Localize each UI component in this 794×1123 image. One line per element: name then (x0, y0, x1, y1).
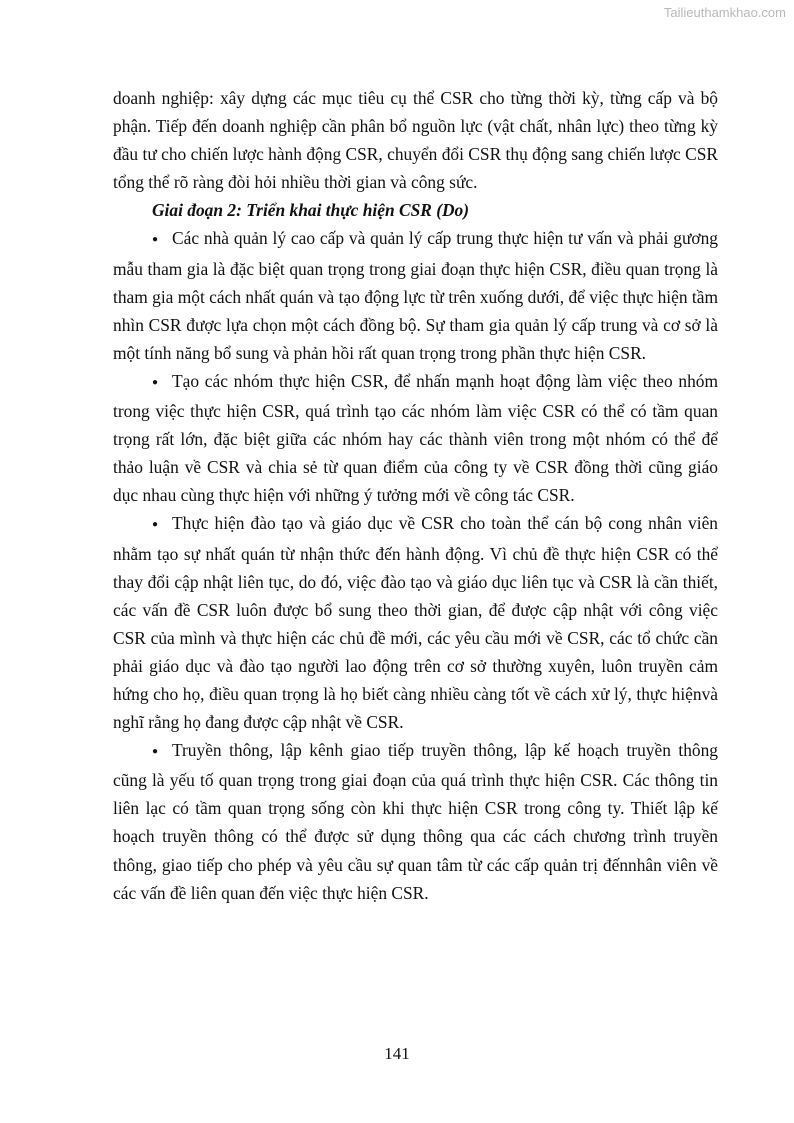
bullet-text: Thực hiện đào tạo và giáo dục về CSR cho toàn thể cán bộ cong nhân viên nhằm tạo sự nhất quán từ nhận thức đến hành động. Vì chủ đề thực hiện CSR có thể thay đổi cập nhật liên tục, do đó, việc đào tạo và giáo dục liên tục và CSR là cần thiết, các vấn đề CSR luôn được bổ sung theo thời gian, để được cập nhật với công việc CSR của mình và thực hiện các chủ đề mới, các yêu cầu mới về CSR, các tổ chức cần phải giáo dục và đào tạo người lao động trên cơ sở thường xuyên, luôn truyền cảm hứng cho họ, điều quan trọng là họ biết càng nhiều càng tốt về cách xử lý, thực hiệnvà nghĩ rằng họ đang được cập nhật về CSR. (113, 513, 718, 733)
page-number: 141 (384, 1044, 410, 1063)
watermark: Tailieuthamkhao.com (663, 5, 786, 20)
bullet-paragraph (113, 509, 718, 736)
intro-paragraph: doanh nghiệp: xây dựng các mục tiêu cụ thể CSR cho từng thời kỳ, từng cấp và bộ phận. Tiếp đến doanh nghiệp cần phân bổ nguồn lực (vật chất, nhân lực) theo từng kỳ đầu tư cho chiến lược hành động CSR, chuyển đổi CSR thụ động sang chiến lược CSR tổng thể rõ ràng đòi hỏi nhiều thời gian và công sức. (113, 88, 718, 193)
bullet-text: Truyền thông, lập kênh giao tiếp truyền thông, lập kế hoạch truyền thông cũng là yếu tố quan trọng trong giai đoạn của quá trình thực hiện CSR. Các thông tin liên lạc có tầm quan trọng sống còn khi thực hiện CSR trong công ty. Thiết lập kế hoạch truyền thông có thể được sử dụng thông qua các cách chương trình truyền thông, giao tiếp cho phép và yêu cầu sự quan tâm từ các cấp quản trị đếnnhân viên về các vấn đề liên quan đến việc thực hiện CSR. (113, 740, 718, 903)
bullet-paragraph (113, 736, 718, 907)
document-body (113, 84, 718, 907)
bullet-text: Tạo các nhóm thực hiện CSR, để nhấn mạnh hoạt động làm việc theo nhóm trong việc thực hiện CSR, quá trình tạo các nhóm làm việc CSR có thể có tầm quan trọng rất lớn, đặc biệt giữa các nhóm hay các thành viên trong một nhóm có thể để thảo luận về CSR và chia sẻ từ quan điểm của công ty về CSR đồng thời cũng giáo dục nhau cùng thực hiện với những ý tưởng mới về công tác CSR. (113, 370, 718, 506)
bullet-paragraph (113, 367, 718, 509)
bullet-icon: ● (152, 519, 159, 531)
section-heading: Giai đoạn 2: Triển khai thực hiện CSR (Do) (152, 200, 470, 221)
bullet-icon: ● (152, 234, 159, 246)
bullet-icon: ● (152, 376, 159, 388)
bullet-text: Các nhà quản lý cao cấp và quản lý cấp trung thực hiện tư vấn và phải gương mẫu tham gia là đặc biệt quan trọng trong giai đoạn thực hiện CSR, điều quan trọng là tham gia một cách nhất quán và tạo động lực từ trên xuống dưới, để việc thực hiện tầm nhìn CSR được lựa chọn một cách đồng bộ. Sự tham gia quản lý cấp trung và cơ sở là một tính năng bổ sung và phản hồi rất quan trọng trong phần thực hiện CSR. (113, 228, 718, 363)
bullet-icon: ● (152, 746, 159, 758)
bullet-paragraph (113, 224, 718, 366)
